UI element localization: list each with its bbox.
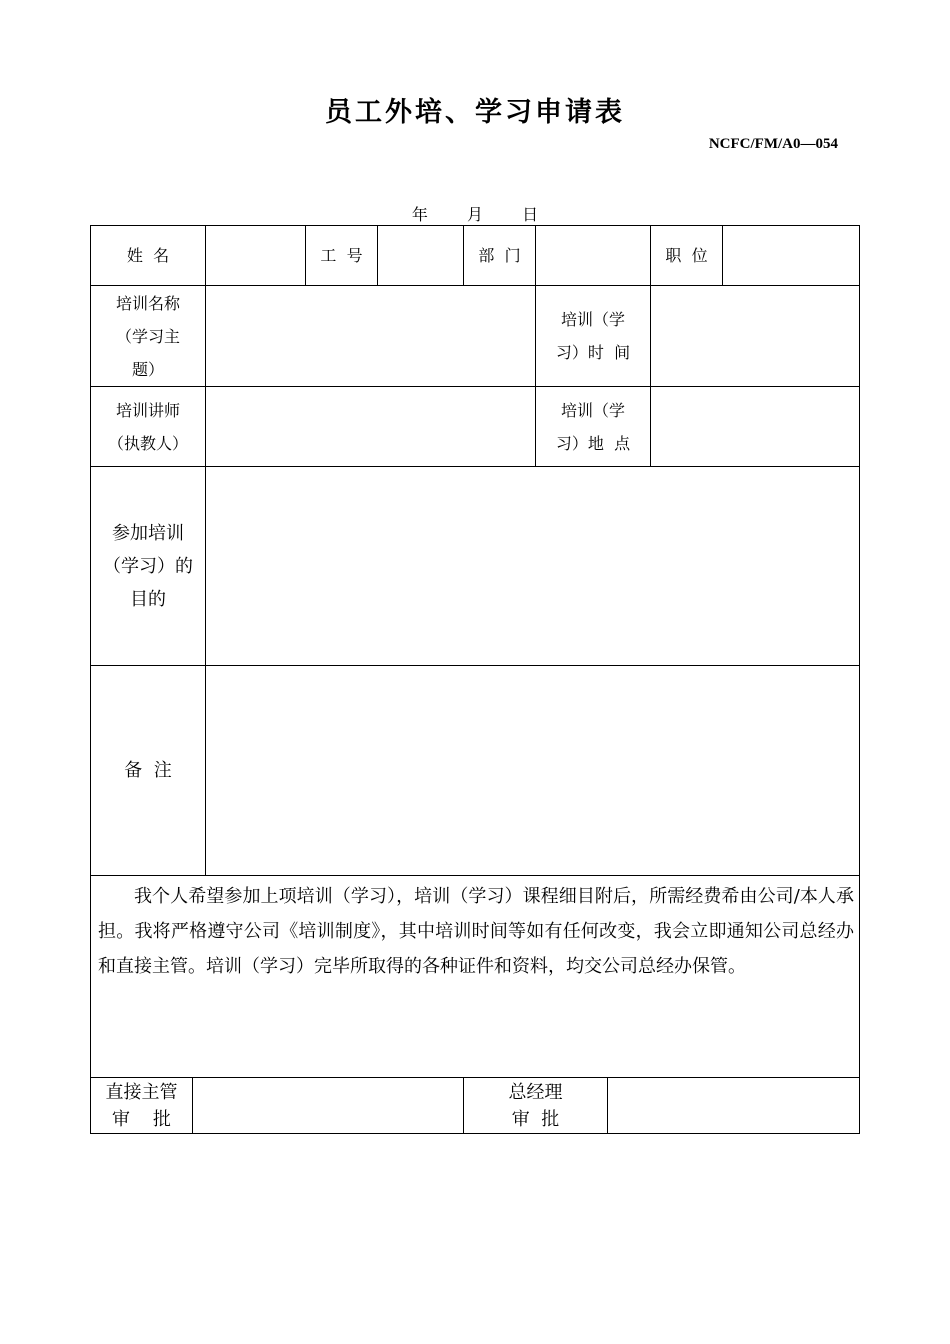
employee-id-label: 工 号 [320, 246, 363, 265]
department-field[interactable] [536, 226, 650, 285]
applicant-statement: 我个人希望参加上项培训（学习），培训（学习）课程细目附后，所需经费希由公司/本人承担。我将严格遵守公司《培训制度》，其中培训时间等如有任何改变，我会立即通知公司总经办和直接主管。培训（学习）完毕所取得的各种证件和资料，均交公司总经办保管。 [98, 886, 854, 977]
position-label: 职 位 [665, 246, 708, 265]
position-field[interactable] [723, 226, 859, 285]
training-location-field[interactable] [651, 387, 859, 466]
training-location-label: 培训（学 习）地 点 [555, 400, 631, 453]
employee-id-field[interactable] [378, 226, 463, 285]
row-divider [90, 875, 860, 876]
form-title: 员工外培、学习申请表 [325, 97, 625, 128]
date-line [90, 202, 860, 225]
training-name-label: 培训名称 （学习主 题） [115, 293, 180, 379]
table-border-bottom [90, 1133, 860, 1134]
supervisor-approval-label: 直接主管 审 批 [105, 1081, 178, 1130]
training-time-label: 培训（学 习）时 间 [555, 310, 631, 362]
instructor-label: 培训讲师 （执教人） [107, 400, 188, 453]
purpose-label: 参加培训 （学习）的 目的 [103, 522, 193, 610]
date-year: 年 [411, 205, 428, 224]
gm-approval-label: 总经理 审 批 [508, 1081, 563, 1130]
remarks-field[interactable] [206, 666, 859, 875]
table-border-right [859, 225, 860, 1134]
date-day: 日 [522, 205, 539, 224]
training-time-field[interactable] [651, 286, 859, 386]
gm-approval-field[interactable] [608, 1078, 859, 1133]
supervisor-approval-field[interactable] [193, 1078, 463, 1133]
date-month: 月 [466, 205, 483, 224]
training-name-field[interactable] [206, 286, 535, 386]
department-label: 部 门 [478, 246, 521, 265]
name-field[interactable] [206, 226, 305, 285]
instructor-field[interactable] [206, 387, 535, 466]
purpose-field[interactable] [206, 467, 859, 665]
remarks-label: 备 注 [124, 760, 172, 781]
name-label: 姓 名 [126, 246, 170, 265]
form-code: NCFC/FM/A0—054 [708, 136, 838, 152]
